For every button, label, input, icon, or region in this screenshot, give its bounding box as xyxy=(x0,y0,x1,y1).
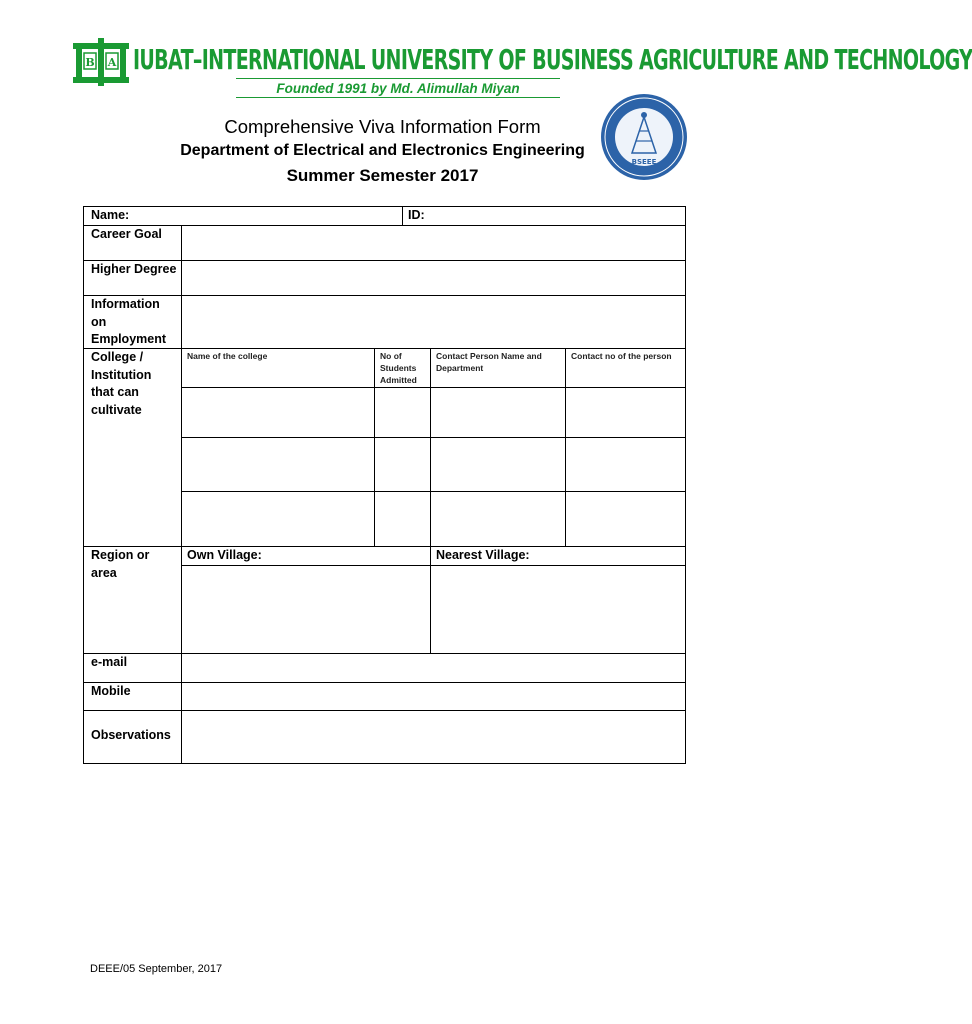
semester-title: Summer Semester 2017 xyxy=(286,166,479,185)
logo-letter-b: B xyxy=(85,56,95,69)
observations-label: Observations xyxy=(91,728,171,742)
seal-text: BSEEE xyxy=(631,158,657,166)
employment-label-line-1: Information xyxy=(91,297,160,311)
students-header-line-2: Students xyxy=(380,363,417,373)
department-title: Department of Electrical and Electronics Engineering xyxy=(180,142,585,159)
employment-label-line-2: on xyxy=(91,314,107,329)
form-title: Comprehensive Viva Information Form xyxy=(224,116,541,137)
mobile-label: Mobile xyxy=(91,684,131,698)
contact-person-header-line-2: Department xyxy=(436,363,484,373)
students-header-line-1: No of xyxy=(380,351,402,361)
viva-form-table xyxy=(83,206,686,764)
id-label: ID: xyxy=(408,208,425,222)
footer-reference: DEEE/05 September, 2017 xyxy=(90,963,223,975)
employment-label-line-3: Employment xyxy=(91,332,167,346)
region-label-line-1: Region or xyxy=(91,548,150,562)
logo-letter-a: A xyxy=(107,56,117,69)
college-name-header: Name of the college xyxy=(187,351,268,361)
nearest-village-label: Nearest Village: xyxy=(436,548,530,562)
email-label: e-mail xyxy=(91,655,128,669)
own-village-label: Own Village: xyxy=(187,548,262,562)
department-seal xyxy=(600,93,688,181)
founded-line: Founded 1991 by Md. Alimullah Miyan xyxy=(236,78,560,98)
college-label-line-1: College / xyxy=(91,350,144,364)
college-label-line-3: that can xyxy=(91,385,139,399)
contact-no-header: Contact no of the person xyxy=(571,351,672,361)
contact-person-header xyxy=(436,350,542,374)
form-titles xyxy=(160,114,605,188)
iubat-logo xyxy=(72,37,130,87)
career-goal-label: Career Goal xyxy=(91,227,162,241)
region-label-line-2: area xyxy=(91,565,117,580)
students-admitted-header xyxy=(380,350,417,386)
name-label: Name: xyxy=(91,208,130,222)
college-label-line-4: cultivate xyxy=(91,402,142,417)
college-label xyxy=(91,349,151,419)
college-label-line-2: Institution xyxy=(91,367,152,382)
employment-label xyxy=(91,296,166,349)
region-label xyxy=(91,547,149,582)
contact-person-header-line-1: Contact Person Name and xyxy=(436,351,542,361)
higher-degree-label: Higher Degree xyxy=(91,262,177,276)
university-name: IUBAT–INTERNATIONAL UNIVERSITY OF BUSINESS AGRICULTURE AND TECHNOLOGY xyxy=(133,43,972,76)
students-header-line-3: Admitted xyxy=(380,375,417,385)
